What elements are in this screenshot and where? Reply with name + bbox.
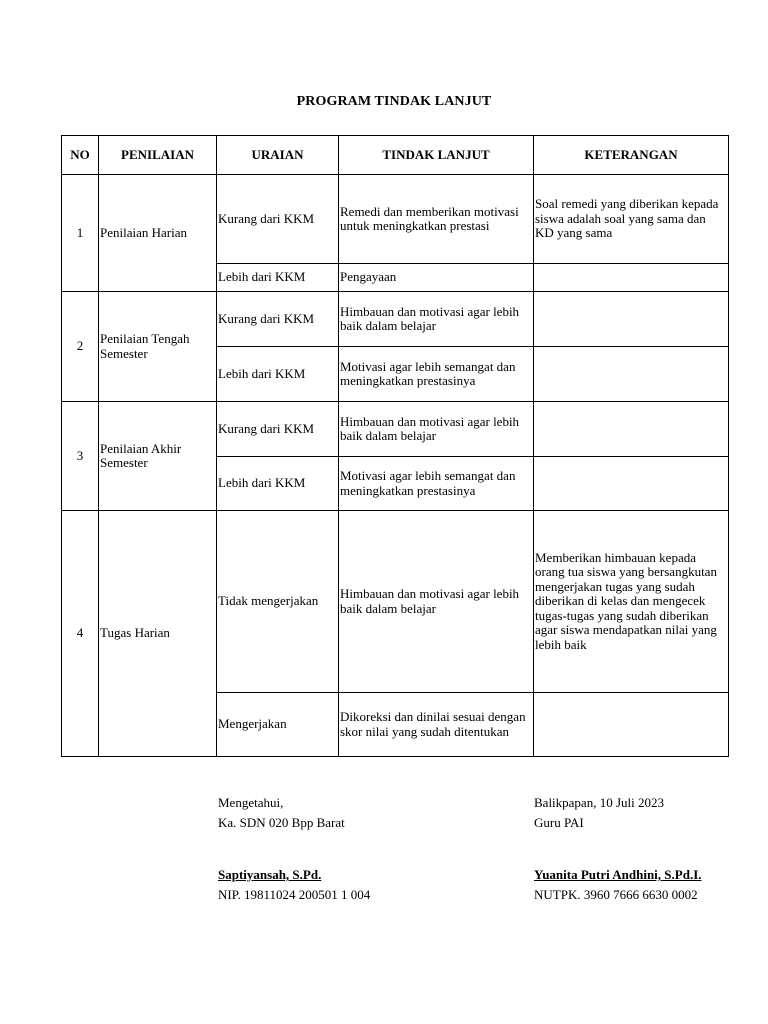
cell-keterangan bbox=[534, 264, 729, 292]
acknowledgement-label: Mengetahui, bbox=[218, 795, 284, 810]
cell-no: 1 bbox=[62, 175, 99, 292]
cell-tindak-lanjut: Remedi dan memberikan motivasi untuk meningkatkan prestasi bbox=[339, 175, 534, 264]
cell-penilaian: Penilaian Akhir Semester bbox=[99, 402, 217, 511]
cell-keterangan bbox=[534, 457, 729, 511]
cell-tindak-lanjut: Himbauan dan motivasi agar lebih baik dalam belajar bbox=[339, 402, 534, 457]
cell-uraian: Tidak mengerjakan bbox=[217, 511, 339, 693]
cell-tindak-lanjut: Motivasi agar lebih semangat dan meningkatkan prestasinya bbox=[339, 347, 534, 402]
cell-keterangan bbox=[534, 402, 729, 457]
cell-uraian: Kurang dari KKM bbox=[217, 292, 339, 347]
cell-uraian: Kurang dari KKM bbox=[217, 402, 339, 457]
cell-no: 3 bbox=[62, 402, 99, 511]
cell-no: 2 bbox=[62, 292, 99, 402]
follow-up-table bbox=[61, 135, 729, 757]
header-no: NO bbox=[62, 136, 99, 175]
header-keterangan: KETERANGAN bbox=[534, 136, 729, 175]
header-tindak-lanjut: TINDAK LANJUT bbox=[339, 136, 534, 175]
teacher-title: Guru PAI bbox=[534, 815, 584, 830]
cell-uraian: Mengerjakan bbox=[217, 693, 339, 757]
principal-nip: NIP. 19811024 200501 1 004 bbox=[218, 887, 371, 902]
cell-penilaian: Penilaian Tengah Semester bbox=[99, 292, 217, 402]
cell-tindak-lanjut: Dikoreksi dan dinilai sesuai dengan skor nilai yang sudah ditentukan bbox=[339, 693, 534, 757]
table-row bbox=[62, 292, 729, 347]
place-date: Balikpapan, 10 Juli 2023 bbox=[534, 795, 664, 810]
cell-keterangan: Soal remedi yang diberikan kepada siswa adalah soal yang sama dan KD yang sama bbox=[534, 175, 729, 264]
cell-keterangan bbox=[534, 347, 729, 402]
cell-uraian: Lebih dari KKM bbox=[217, 264, 339, 292]
principal-title: Ka. SDN 020 Bpp Barat bbox=[218, 815, 345, 830]
table-row bbox=[62, 511, 729, 693]
header-penilaian: PENILAIAN bbox=[99, 136, 217, 175]
cell-penilaian: Tugas Harian bbox=[99, 511, 217, 757]
teacher-nutpk: NUTPK. 3960 7666 6630 0002 bbox=[534, 887, 698, 902]
table-header-row bbox=[62, 136, 729, 175]
teacher-name: Yuanita Putri Andhini, S.Pd.I. bbox=[534, 867, 702, 882]
cell-tindak-lanjut: Pengayaan bbox=[339, 264, 534, 292]
cell-tindak-lanjut: Motivasi agar lebih semangat dan meningkatkan prestasinya bbox=[339, 457, 534, 511]
table-row bbox=[62, 175, 729, 264]
signature-block-left bbox=[218, 795, 370, 903]
cell-tindak-lanjut: Himbauan dan motivasi agar lebih baik dalam belajar bbox=[339, 292, 534, 347]
table-row bbox=[62, 402, 729, 457]
cell-uraian: Kurang dari KKM bbox=[217, 175, 339, 264]
cell-penilaian: Penilaian Harian bbox=[99, 175, 217, 292]
cell-tindak-lanjut: Himbauan dan motivasi agar lebih baik dalam belajar bbox=[339, 511, 534, 693]
document-title: PROGRAM TINDAK LANJUT bbox=[296, 94, 492, 109]
cell-keterangan bbox=[534, 693, 729, 757]
principal-name: Saptiyansah, S.Pd. bbox=[218, 867, 322, 882]
signature-block-right bbox=[534, 795, 702, 903]
header-uraian: URAIAN bbox=[217, 136, 339, 175]
cell-uraian: Lebih dari KKM bbox=[217, 457, 339, 511]
cell-keterangan: Memberikan himbauan kepada orang tua siswa yang bersangkutan mengerjakan tugas yang sudah diberikan di kelas dan mengecek tugas-tugas yang sudah diberikan agar siswa mendapatkan nilai yang lebih baik bbox=[534, 511, 729, 693]
cell-uraian: Lebih dari KKM bbox=[217, 347, 339, 402]
cell-no: 4 bbox=[62, 511, 99, 757]
cell-keterangan bbox=[534, 292, 729, 347]
